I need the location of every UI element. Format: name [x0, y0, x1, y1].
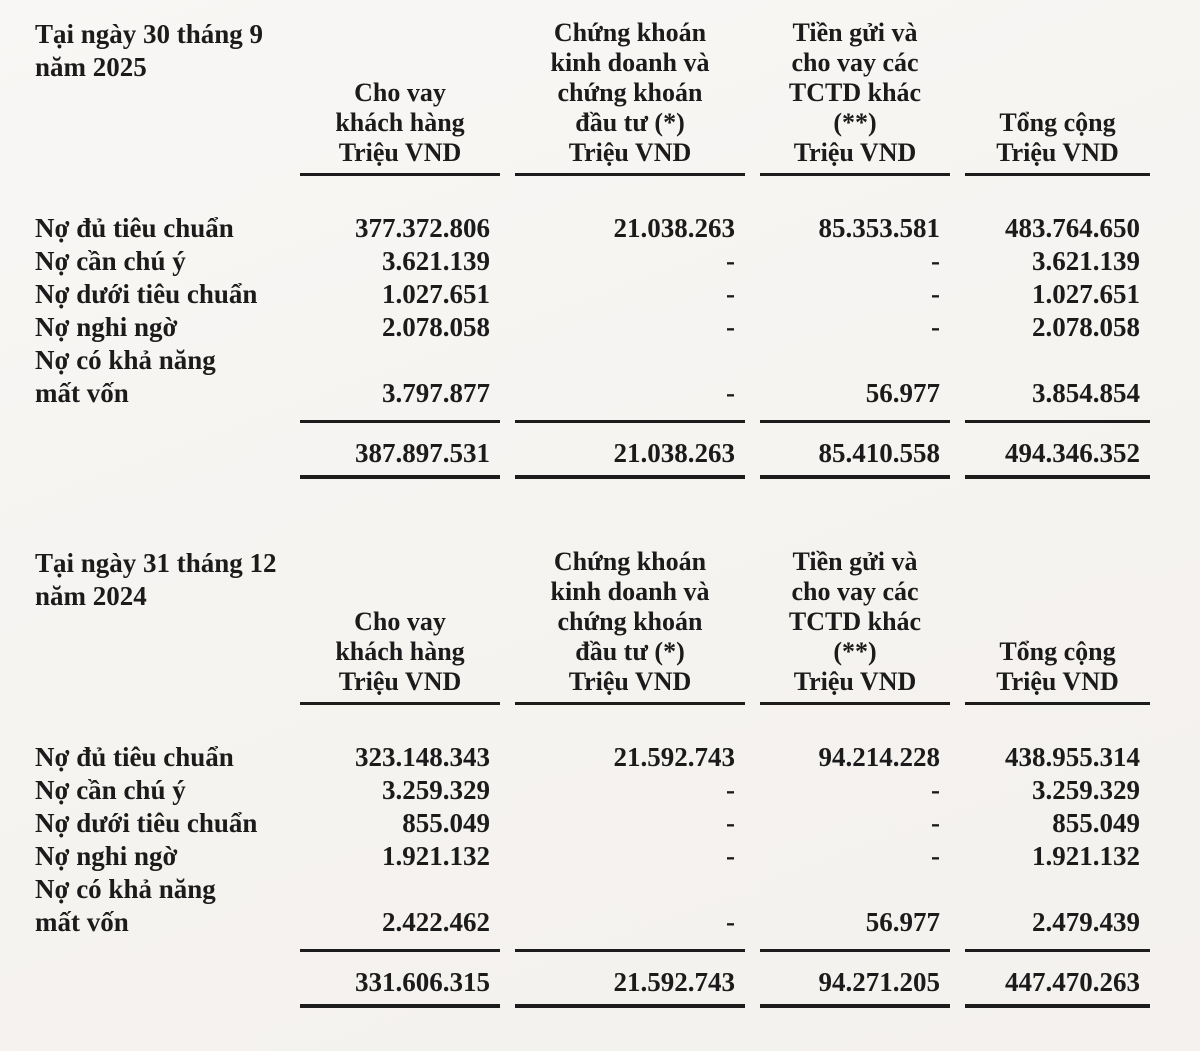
cell-value: 377.372.806 — [355, 213, 490, 243]
table-row-special-mention-debt — [35, 774, 1185, 807]
loan-classification-table-2025 — [35, 18, 1185, 479]
column-header-total — [965, 108, 1150, 176]
column-header-line: khách hàng — [335, 108, 465, 137]
cell-value: - — [931, 808, 940, 838]
table-header-2024 — [35, 547, 1185, 705]
table-row-loss-debt — [35, 873, 1185, 939]
column-header-securities — [515, 547, 745, 705]
cell-value: 56.977 — [865, 907, 940, 937]
table-title-line: năm 2025 — [35, 52, 147, 82]
total-value: 94.271.205 — [760, 949, 950, 1008]
row-label: Nợ dưới tiêu chuẩn — [35, 808, 258, 838]
cell-value: 2.078.058 — [1032, 312, 1140, 342]
column-header-line: Tổng cộng — [999, 637, 1116, 666]
column-header-line: kinh doanh và — [550, 577, 710, 606]
cell-value: 3.797.877 — [382, 378, 490, 408]
loan-classification-table-2024 — [35, 547, 1185, 1008]
column-unit-label: Triệu VND — [568, 667, 692, 696]
row-label-line: Nợ có khả năng — [35, 874, 216, 904]
column-header-line: (**) — [833, 637, 877, 666]
column-header-line: Tiền gửi và — [792, 18, 918, 47]
cell-value: - — [931, 279, 940, 309]
cell-value: 3.621.139 — [1032, 246, 1140, 276]
row-label — [35, 873, 285, 939]
cell-value: - — [726, 841, 735, 871]
table-row-substandard-debt — [35, 278, 1185, 311]
column-unit-label: Triệu VND — [793, 667, 917, 696]
cell-value: 2.422.462 — [382, 907, 490, 937]
cell-value: 855.049 — [1052, 808, 1140, 838]
column-header-total — [965, 637, 1150, 705]
table-title-line: Tại ngày 31 tháng 12 — [35, 548, 277, 578]
column-unit-label: Triệu VND — [338, 138, 462, 167]
column-header-line: đầu tư (*) — [575, 637, 685, 666]
column-header-securities — [515, 18, 745, 176]
column-header-line: Chứng khoán — [553, 18, 707, 47]
row-label-line: Nợ có khả năng — [35, 345, 216, 375]
cell-value: 94.214.228 — [818, 742, 940, 772]
column-header-deposits-loans-tctd — [760, 18, 950, 176]
column-header-line: Chứng khoán — [553, 547, 707, 576]
cell-value: 483.764.650 — [1005, 213, 1140, 243]
total-value: 447.470.263 — [965, 949, 1150, 1008]
cell-value: - — [726, 312, 735, 342]
cell-value: - — [726, 246, 735, 276]
table-body-2024 — [35, 741, 1185, 939]
row-label: Nợ cần chú ý — [35, 246, 186, 276]
table-body-2025 — [35, 212, 1185, 410]
cell-value: 3.259.329 — [1032, 775, 1140, 805]
table-row-standard-debt — [35, 212, 1185, 245]
cell-value: 21.592.743 — [613, 742, 735, 772]
column-header-line: (**) — [833, 108, 877, 137]
column-unit-label: Triệu VND — [996, 138, 1119, 167]
table-title-line: năm 2024 — [35, 581, 147, 611]
column-header-line: TCTD khác — [788, 78, 922, 107]
column-header-line: kinh doanh và — [550, 48, 710, 77]
column-unit-label: Triệu VND — [568, 138, 692, 167]
cell-value: 56.977 — [865, 378, 940, 408]
row-label-line: mất vốn — [35, 907, 129, 937]
cell-value: 323.148.343 — [355, 742, 490, 772]
column-unit-label: Triệu VND — [996, 667, 1119, 696]
cell-value: 2.078.058 — [382, 312, 490, 342]
column-header-line: đầu tư (*) — [575, 108, 685, 137]
cell-value: - — [931, 246, 940, 276]
column-header-line: cho vay các — [791, 577, 919, 606]
row-label: Nợ đủ tiêu chuẩn — [35, 213, 234, 243]
cell-value: 1.027.651 — [1032, 279, 1140, 309]
cell-value: - — [726, 907, 735, 937]
cell-value: - — [726, 775, 735, 805]
cell-value: - — [931, 841, 940, 871]
row-label-line: mất vốn — [35, 378, 129, 408]
column-header-line: Cho vay — [354, 78, 446, 107]
cell-value: 3.259.329 — [382, 775, 490, 805]
totals-spacer — [35, 420, 285, 479]
cell-value: 1.921.132 — [1032, 841, 1140, 871]
total-value: 494.346.352 — [965, 420, 1150, 479]
column-header-line: TCTD khác — [788, 607, 922, 636]
column-header-line: chứng khoán — [557, 607, 703, 636]
column-header-line: cho vay các — [791, 48, 919, 77]
cell-value: - — [931, 775, 940, 805]
table-title-line: Tại ngày 30 tháng 9 — [35, 19, 264, 49]
table-row-standard-debt — [35, 741, 1185, 774]
total-value: 21.592.743 — [515, 949, 745, 1008]
cell-value: 85.353.581 — [818, 213, 940, 243]
column-header-line: khách hàng — [335, 637, 465, 666]
column-header-loans-to-customers — [300, 78, 500, 176]
total-value: 21.038.263 — [515, 420, 745, 479]
cell-value: - — [726, 378, 735, 408]
cell-value: 2.479.439 — [1032, 907, 1140, 937]
column-unit-label: Triệu VND — [338, 667, 462, 696]
totals-row-2024 — [35, 949, 1185, 1008]
table-row-special-mention-debt — [35, 245, 1185, 278]
column-header-line: Cho vay — [354, 607, 446, 636]
table-title — [35, 18, 285, 84]
row-label: Nợ dưới tiêu chuẩn — [35, 279, 258, 309]
column-header-deposits-loans-tctd — [760, 547, 950, 705]
cell-value: 3.854.854 — [1032, 378, 1140, 408]
cell-value: 21.038.263 — [613, 213, 735, 243]
row-label: Nợ đủ tiêu chuẩn — [35, 742, 234, 772]
cell-value: - — [931, 312, 940, 342]
row-label: Nợ nghi ngờ — [35, 841, 178, 871]
column-header-line: Tiền gửi và — [792, 547, 918, 576]
cell-value: - — [726, 808, 735, 838]
column-unit-label: Triệu VND — [793, 138, 917, 167]
total-value: 387.897.531 — [300, 420, 500, 479]
row-label: Nợ nghi ngờ — [35, 312, 178, 342]
cell-value: 3.621.139 — [382, 246, 490, 276]
total-value: 85.410.558 — [760, 420, 950, 479]
table-row-doubtful-debt — [35, 840, 1185, 873]
totals-row-2025 — [35, 420, 1185, 479]
column-header-loans-to-customers — [300, 607, 500, 705]
cell-value: 855.049 — [402, 808, 490, 838]
column-header-line: chứng khoán — [557, 78, 703, 107]
row-label — [35, 344, 285, 410]
cell-value: - — [726, 279, 735, 309]
cell-value: 1.921.132 — [382, 841, 490, 871]
total-value: 331.606.315 — [300, 949, 500, 1008]
table-title — [35, 547, 285, 613]
cell-value: 438.955.314 — [1005, 742, 1140, 772]
totals-spacer — [35, 949, 285, 1008]
row-label: Nợ cần chú ý — [35, 775, 186, 805]
table-row-loss-debt — [35, 344, 1185, 410]
table-row-substandard-debt — [35, 807, 1185, 840]
table-header-2025 — [35, 18, 1185, 176]
table-row-doubtful-debt — [35, 311, 1185, 344]
cell-value: 1.027.651 — [382, 279, 490, 309]
column-header-line: Tổng cộng — [999, 108, 1116, 137]
